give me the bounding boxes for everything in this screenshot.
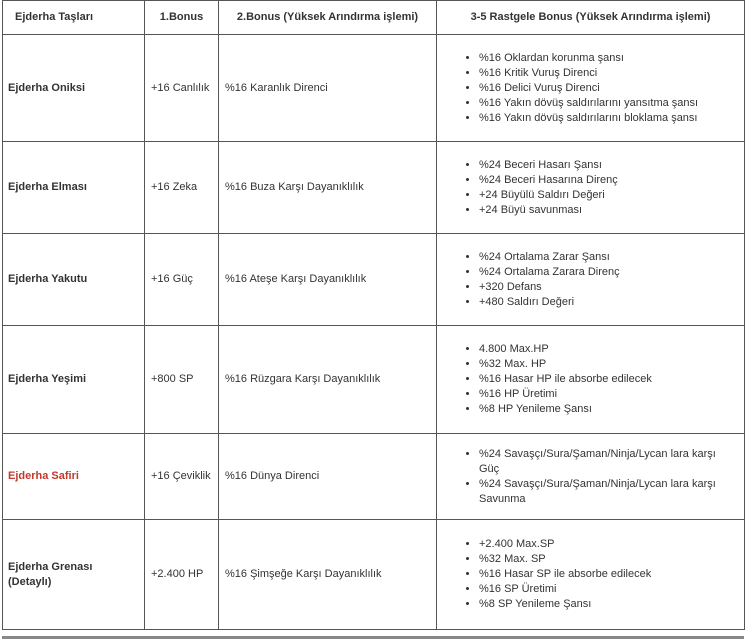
stone-name: Ejderha Grenası (Detaylı) (3, 520, 145, 630)
header-bonus1: 1.Bonus (145, 1, 219, 35)
list-item: • +480 Saldırı Değeri (479, 295, 738, 310)
list-item: • %8 SP Yenileme Şansı (479, 597, 738, 612)
bonus2-cell: %16 Şimşeğe Karşı Dayanıklılık (219, 520, 437, 630)
list-item: • %16 HP Üretimi (479, 387, 738, 402)
bonus2-cell: %16 Rüzgara Karşı Dayanıklılık (219, 326, 437, 434)
random-bonus-cell (437, 434, 745, 520)
random-bonus-cell (437, 326, 745, 434)
stone-name: Ejderha Yakutu (3, 234, 145, 326)
table-row (3, 234, 745, 326)
random-bonus-list (443, 342, 738, 417)
list-item: • %24 Beceri Hasarına Direnç (479, 173, 738, 188)
bonus2-cell: %16 Karanlık Direnci (219, 35, 437, 142)
bonus1-cell: +800 SP (145, 326, 219, 434)
dragon-stones-table (2, 0, 745, 630)
bonus1-cell: +16 Çeviklik (145, 434, 219, 520)
random-bonus-list (443, 447, 738, 507)
list-item: • 4.800 Max.HP (479, 342, 738, 357)
table-row (3, 142, 745, 234)
bottom-divider (2, 636, 744, 639)
table-row (3, 326, 745, 434)
list-item: • %24 Ortalama Zarar Şansı (479, 250, 738, 265)
random-bonus-cell (437, 142, 745, 234)
header-row (3, 1, 745, 35)
bonus1-cell: +16 Canlılık (145, 35, 219, 142)
list-item: • %16 Delici Vuruş Direnci (479, 81, 738, 96)
list-item: • %16 Yakın dövüş saldırılarını yansıtma şansı (479, 96, 738, 111)
random-bonus-cell (437, 520, 745, 630)
bonus2-cell: %16 Ateşe Karşı Dayanıklılık (219, 234, 437, 326)
list-item: • %32 Max. HP (479, 357, 738, 372)
list-item: • %16 Hasar HP ile absorbe edilecek (479, 372, 738, 387)
table-row (3, 520, 745, 630)
table-row (3, 35, 745, 142)
list-item: • %24 Savaşçı/Sura/Şaman/Ninja/Lycan lara karşı Savunma (479, 477, 738, 507)
bonus2-cell: %16 Buza Karşı Dayanıklılık (219, 142, 437, 234)
random-bonus-cell (437, 35, 745, 142)
dragon-stones-table-container (2, 0, 744, 634)
bonus1-cell: +2.400 HP (145, 520, 219, 630)
list-item: • %16 SP Üretimi (479, 582, 738, 597)
list-item: • %32 Max. SP (479, 552, 738, 567)
list-item: • %16 Yakın dövüş saldırılarını bloklama şansı (479, 111, 738, 126)
header-random-bonus: 3-5 Rastgele Bonus (Yüksek Arındırma işlemi) (437, 1, 745, 35)
stone-name-highlighted: Ejderha Safiri (3, 434, 145, 520)
list-item: • +2.400 Max.SP (479, 537, 738, 552)
random-bonus-list (443, 537, 738, 612)
list-item: • %16 Kritik Vuruş Direnci (479, 66, 738, 81)
stone-name: Ejderha Yeşimi (3, 326, 145, 434)
stone-name: Ejderha Oniksi (3, 35, 145, 142)
list-item: • %8 HP Yenileme Şansı (479, 402, 738, 417)
random-bonus-list (443, 158, 738, 218)
header-bonus2: 2.Bonus (Yüksek Arındırma işlemi) (219, 1, 437, 35)
list-item: • +24 Büyülü Saldırı Değeri (479, 188, 738, 203)
random-bonus-list (443, 51, 738, 126)
random-bonus-cell (437, 234, 745, 326)
random-bonus-list (443, 250, 738, 310)
bonus1-cell: +16 Zeka (145, 142, 219, 234)
list-item: • %24 Savaşçı/Sura/Şaman/Ninja/Lycan lara karşı Güç (479, 447, 738, 477)
bonus1-cell: +16 Güç (145, 234, 219, 326)
list-item: • %16 Hasar SP ile absorbe edilecek (479, 567, 738, 582)
header-stone: Ejderha Taşları (3, 1, 145, 35)
list-item: • +320 Defans (479, 280, 738, 295)
stone-name: Ejderha Elması (3, 142, 145, 234)
list-item: • +24 Büyü savunması (479, 203, 738, 218)
list-item: • %24 Beceri Hasarı Şansı (479, 158, 738, 173)
list-item: • %16 Oklardan korunma şansı (479, 51, 738, 66)
table-row (3, 434, 745, 520)
bonus2-cell: %16 Dünya Direnci (219, 434, 437, 520)
list-item: • %24 Ortalama Zarara Direnç (479, 265, 738, 280)
